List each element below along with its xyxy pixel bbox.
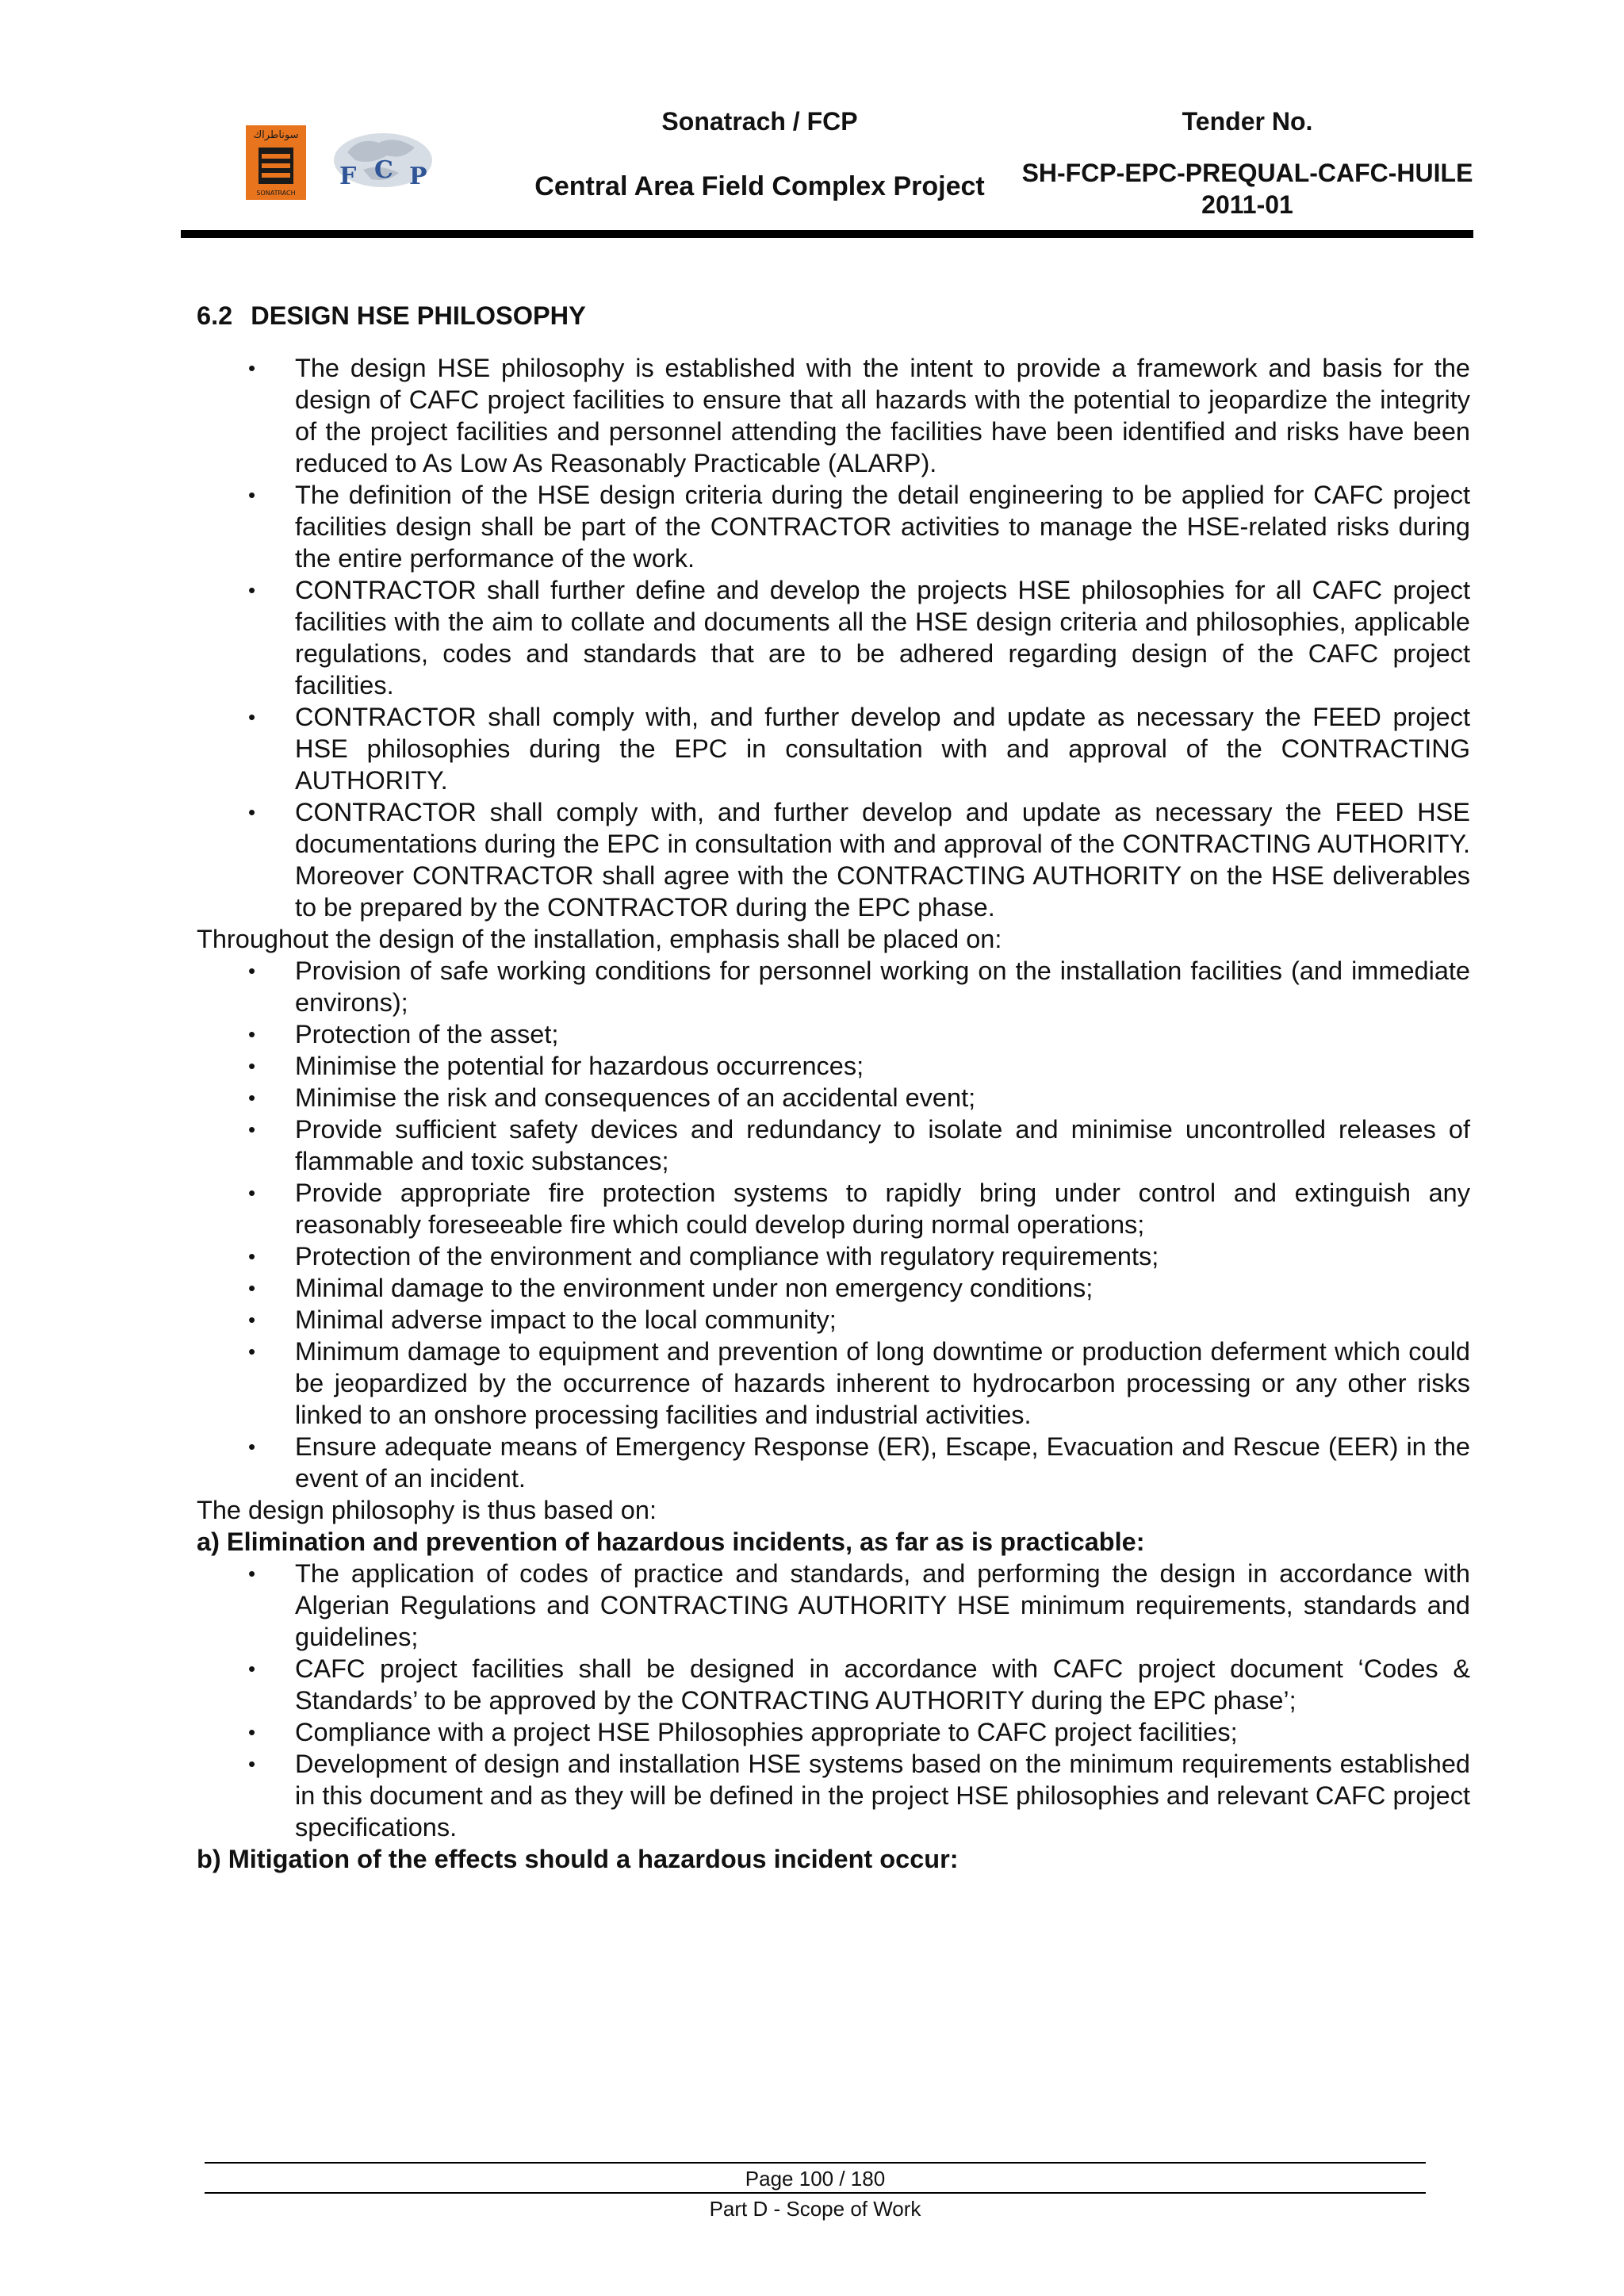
- bullet-icon: •: [248, 1181, 256, 1205]
- list-item-text: Development of design and installation HSE systems based on the minimum requirements established in this document and as they will be defined in the project HSE philosophies and relevant CAFC project specifications.: [295, 1750, 1470, 1842]
- bullet-icon: •: [248, 1022, 256, 1046]
- emphasis-intro: Throughout the design of the installation, emphasis shall be placed on:: [197, 925, 1002, 953]
- list-item: [197, 1114, 1470, 1177]
- bullet-icon: •: [248, 356, 256, 380]
- bullet-icon: •: [248, 1308, 256, 1332]
- bullet-icon: •: [248, 1435, 256, 1458]
- fcp-logo: [324, 128, 442, 200]
- list-item-text: Provide appropriate fire protection systems to rapidly bring under control and extinguish any reasonably foreseeable fire which could develop during normal operations;: [295, 1179, 1470, 1239]
- bullet-icon: •: [248, 959, 256, 983]
- list-item: [197, 352, 1470, 479]
- bullet-icon: •: [248, 1752, 256, 1776]
- list-item: [197, 1716, 1470, 1748]
- list-item: [197, 574, 1470, 701]
- header-rule: [181, 230, 1473, 238]
- list-item-text: Minimal damage to the environment under non emergency conditions;: [295, 1274, 1094, 1302]
- fcp-letter-f: F: [339, 163, 357, 190]
- list-item: [197, 1653, 1470, 1716]
- list-item: [197, 1240, 1470, 1272]
- list-item-text: Minimise the risk and consequences of an accidental event;: [295, 1083, 976, 1112]
- bullet-icon: •: [248, 1276, 256, 1300]
- footer-part-label: Part D - Scope of Work: [709, 2197, 921, 2221]
- list-item-text: CONTRACTOR shall comply with, and further develop and update as necessary the FEED HSE documentations during the EPC in consultation with and approval of the CONTRACTING AUTHORITY. Moreover CONTRACTOR shall agree with the CONTRACTING AUTHORITY on the HSE deliverables to be prepared by the CONTRACTOR during the EPC phase.: [295, 798, 1470, 922]
- bullet-icon: •: [248, 1340, 256, 1363]
- section-title: [197, 300, 1470, 332]
- list-item-text: Provide sufficient safety devices and redundancy to isolate and minimise uncontrolled releases of flammable and toxic substances;: [295, 1115, 1470, 1175]
- section-number: 6.2: [197, 301, 233, 330]
- list-item: [197, 796, 1470, 923]
- subsection-b-title: b) Mitigation of the effects should a hazardous incident occur:: [197, 1845, 959, 1873]
- list-item-text: The design HSE philosophy is established with the intent to provide a framework and basis for the design of CAFC project facilities to ensure that all hazards with the potential to jeopardize the integrity of the project facilities and personnel attending the facilities have been identified and risks have been reduced to As Low As Reasonably Practicable (ALARP).: [295, 354, 1470, 477]
- section-title-text: DESIGN HSE PHILOSOPHY: [251, 301, 586, 330]
- list-item-text: CONTRACTOR shall comply with, and further develop and update as necessary the FEED project HSE philosophies during the EPC in consultation with and approval of the CONTRACTING AUTHORITY.: [295, 703, 1470, 795]
- fcp-letter-c: C: [374, 156, 393, 184]
- bullet-icon: •: [248, 1562, 256, 1585]
- sonatrach-name-text: SONATRACH: [256, 190, 296, 197]
- bullet-icon: •: [248, 1720, 256, 1744]
- list-item-text: Minimise the potential for hazardous occurrences;: [295, 1052, 864, 1080]
- bullet-icon: •: [248, 1117, 256, 1141]
- list-item: [197, 1558, 1470, 1653]
- list-item: [197, 1431, 1470, 1494]
- footer-rule-top: [205, 2162, 1426, 2164]
- list-item-text: Minimum damage to equipment and prevention of long downtime or production deferment which could be jeopardized by the occurrence of hazards inherent to hydrocarbon processing or any other risks linked to an onshore processing facilities and industrial activities.: [295, 1337, 1470, 1429]
- list-item-text: Provision of safe working conditions for personnel working on the installation facilities (and immediate environs);: [295, 956, 1470, 1017]
- bullet-icon: •: [248, 1054, 256, 1078]
- list-item-text: Protection of the asset;: [295, 1020, 559, 1048]
- bullet-icon: •: [248, 800, 256, 824]
- bullet-icon: •: [248, 1657, 256, 1681]
- philosophy-intro: The design philosophy is thus based on:: [197, 1496, 657, 1524]
- intro-bullet-list: [197, 352, 1470, 923]
- list-item-text: The definition of the HSE design criteria during the detail engineering to be applied for CAFC project facilities design shall be part of the CONTRACTOR activities to manage the HSE-related risks during the entire performance of the work.: [295, 481, 1470, 573]
- subsection-a-bullet-list: [197, 1558, 1470, 1843]
- list-item: [197, 1018, 1470, 1050]
- list-item: [197, 1304, 1470, 1336]
- emphasis-bullet-list: [197, 955, 1470, 1494]
- subsection-a-title: a) Elimination and prevention of hazardous incidents, as far as is practicable:: [197, 1527, 1145, 1556]
- list-item-text: Minimal adverse impact to the local community;: [295, 1305, 837, 1334]
- header-project: Central Area Field Complex Project: [534, 171, 985, 201]
- list-item: [197, 1082, 1470, 1114]
- list-item-text: CONTRACTOR shall further define and develop the projects HSE philosophies for all CAFC project facilities with the aim to collate and documents all the HSE design criteria and philosophies, applicable regulations, codes and standards that are to be adhered regarding design of the CAFC project facilities.: [295, 576, 1470, 700]
- page-header: [181, 95, 1473, 236]
- bullet-icon: •: [248, 705, 256, 729]
- bullet-icon: •: [248, 1244, 256, 1268]
- header-company: Sonatrach / FCP: [661, 107, 858, 136]
- bullet-icon: •: [248, 483, 256, 507]
- list-item: [197, 701, 1470, 796]
- sonatrach-arabic-text: سوناطراك: [253, 129, 299, 141]
- list-item-text: Ensure adequate means of Emergency Response (ER), Escape, Evacuation and Rescue (EER) in the event of an incident.: [295, 1432, 1470, 1493]
- header-tender-number: SH-FCP-EPC-PREQUAL-CAFC-HUILE 2011-01: [1021, 159, 1473, 219]
- bullet-icon: •: [248, 578, 256, 602]
- list-item-text: The application of codes of practice and standards, and performing the design in accordance with Algerian Regulations and CONTRACTING AUTHORITY HSE minimum requirements, standards and guidelines;: [295, 1559, 1470, 1651]
- sonatrach-logo: [246, 125, 306, 200]
- list-item: [197, 1272, 1470, 1304]
- list-item: [197, 1050, 1470, 1082]
- list-item-text: Protection of the environment and compliance with regulatory requirements;: [295, 1242, 1159, 1271]
- list-item-text: CAFC project facilities shall be designed in accordance with CAFC project document ‘Codes & Standards’ to be approved by the CONTRACTING AUTHORITY during the EPC phase’;: [295, 1654, 1470, 1715]
- header-tender-label: Tender No.: [1182, 107, 1313, 136]
- list-item: [197, 955, 1470, 1018]
- list-item-text: Compliance with a project HSE Philosophies appropriate to CAFC project facilities;: [295, 1718, 1238, 1746]
- footer-page-number: Page 100 / 180: [745, 2167, 886, 2191]
- bullet-icon: •: [248, 1086, 256, 1110]
- list-item: [197, 1748, 1470, 1843]
- list-item: [197, 479, 1470, 574]
- footer-rule-bottom: [205, 2192, 1426, 2194]
- page-body: [197, 300, 1470, 1875]
- list-item: [197, 1336, 1470, 1431]
- list-item: [197, 1177, 1470, 1240]
- fcp-letter-p: P: [409, 163, 427, 190]
